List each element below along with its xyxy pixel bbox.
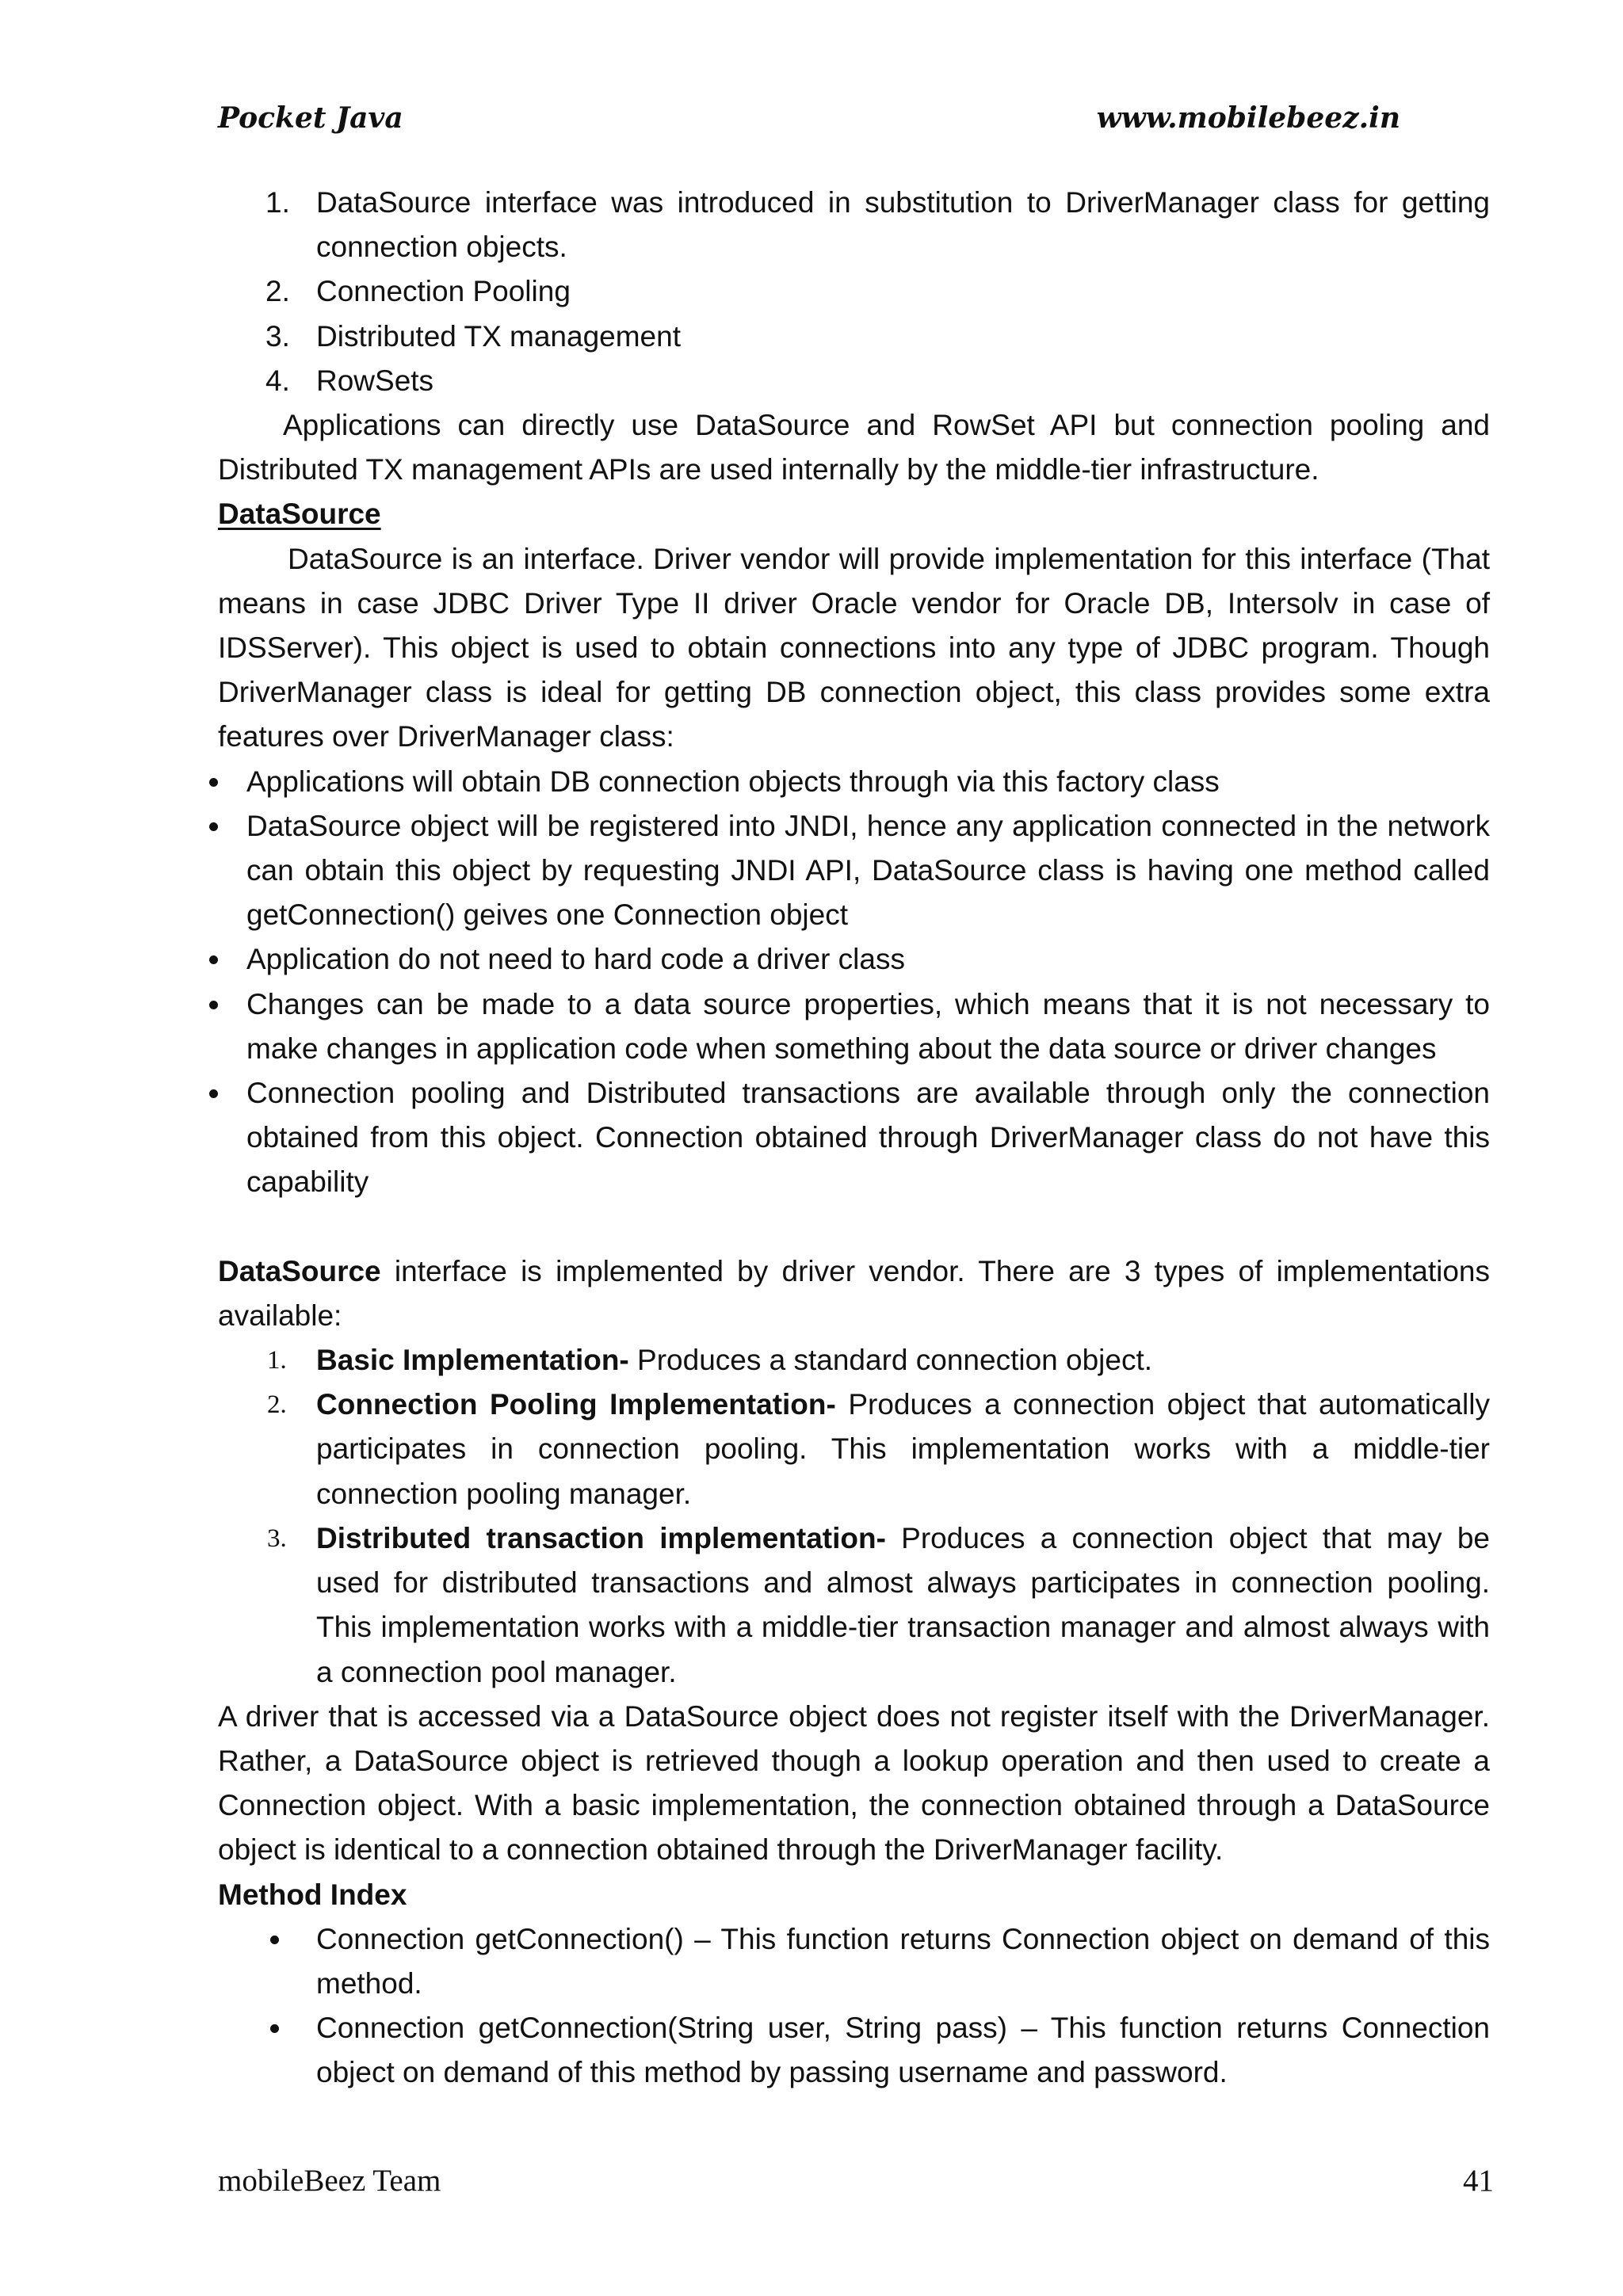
book-title: Pocket Java [218,101,403,135]
list-number: 2. [265,275,290,308]
implementations-list [218,1338,1490,1695]
list-item-text: Produces a connection object that automatically participates in connection pooling. This implementation works with a middle-tier connection pooling manager. [316,1388,1490,1510]
list-item-text: Produces a standard connection object. [628,1344,1153,1377]
list-item-text: Applications will obtain DB connection objects through via this factory class [246,765,1220,798]
website-url: www.mobilebeez.in [1096,101,1400,135]
list-number: 1. [265,186,290,219]
list-item [218,804,1490,938]
list-item [218,982,1490,1071]
method-index-heading: Method Index [218,1878,407,1911]
page-number: 41 [1463,2164,1494,2198]
list-item-text: Connection getConnection(String user, String pass) – This function returns Connection object on demand of this method by passing username and password. [316,2012,1490,2089]
list-item-text: Distributed TX management [316,319,681,353]
bold-term: Connection Pooling Implementation- [316,1388,836,1421]
list-item-text: Connection pooling and Distributed transactions are available through only the connection obtained from this object. Connection obtained through DriverManager class do not have this capability [246,1077,1490,1199]
bullet-icon [209,1089,218,1098]
list-item [218,760,1490,804]
bold-term: Distributed transaction implementation- [316,1521,886,1554]
list-item-text: DataSource interface was introduced in substitution to DriverManager class for getting connection objects. [316,186,1490,264]
list-item [218,315,1490,359]
bullet-icon [209,955,218,964]
footer-team: mobileBeez Team [218,2164,441,2198]
list-number: 3. [267,1524,287,1553]
datasource-paragraph: DataSource is an interface. Driver vendor will provide implementation for this interface (That means in case JDBC Driver Type II driver Oracle vendor for Oracle DB, Intersolv in case of IDSServer). This object is used to obtain connections into any type of JDBC program. Though DriverManager class is ideal for getting DB connection object, this class provides some extra features over DriverManager class: [218,542,1490,753]
datasource-heading: DataSource [218,498,381,531]
blank-line [218,1205,1490,1249]
list-item-text: DataSource object will be registered into JNDI, hence any application connected in the network can obtain this object by requesting JNDI API, DataSource class is having one method called getConnection() geives one Connection object [246,809,1490,932]
paragraph-text: interface is implemented by driver vendor. There are 3 types of implementations available: [218,1254,1490,1332]
intro-paragraph: Applications can directly use DataSource and RowSet API but connection pooling and Distributed TX management APIs are used internally by the middle-tier infrastructure. [218,409,1490,486]
bullet-icon [209,778,218,787]
driver-paragraph: A driver that is accessed via a DataSource object does not register itself with the DriverManager. Rather, a DataSource object is retrieved though a lookup operation and then used to create a Connection object. With a basic implementation, the connection obtained through a DataSource object is identical to a connection obtained through the DriverManager facility. [218,1699,1490,1867]
list-item-text: Changes can be made to a data source properties, which means that it is not necessary to make changes in application code when something about the data source or driver changes [246,987,1490,1065]
list-item-text: Connection Pooling [316,275,571,308]
list-item [218,1383,1490,1516]
list-item [218,269,1490,314]
bullet-icon [209,822,218,831]
bullet-icon [270,1936,279,1944]
list-item-text: Connection getConnection() – This function returns Connection object on demand of this method. [316,1922,1490,2000]
list-item [218,937,1490,982]
list-number: 1. [267,1346,287,1375]
list-item [218,2006,1490,2095]
bold-term: Basic Implementation- [316,1344,629,1377]
bold-term: DataSource [218,1254,381,1287]
features-bullet-list [218,760,1490,1205]
running-header [218,101,1400,135]
list-number: 4. [265,364,290,397]
list-item [218,1516,1490,1695]
list-item-text: RowSets [316,364,434,397]
list-item [218,181,1490,269]
list-item [218,1917,1490,2006]
method-index-list [218,1917,1490,2096]
intro-numbered-list [218,181,1490,403]
list-item-text: Application do not need to hard code a driver class [246,943,905,976]
page-footer [218,2163,1494,2199]
list-number: 3. [265,319,290,353]
list-item [218,1071,1490,1205]
list-item [218,1338,1490,1383]
implementations-intro [218,1249,1490,1338]
list-item-text: Produces a connection object that may be used for distributed transactions and almost always participates in connection pooling. This implementation works with a middle-tier transaction manager and almost always with a connection pool manager. [316,1521,1490,1688]
list-item [218,359,1490,403]
bullet-icon [270,2024,279,2033]
list-number: 2. [267,1390,287,1420]
bullet-icon [209,1001,218,1009]
page-content [218,181,1490,2096]
